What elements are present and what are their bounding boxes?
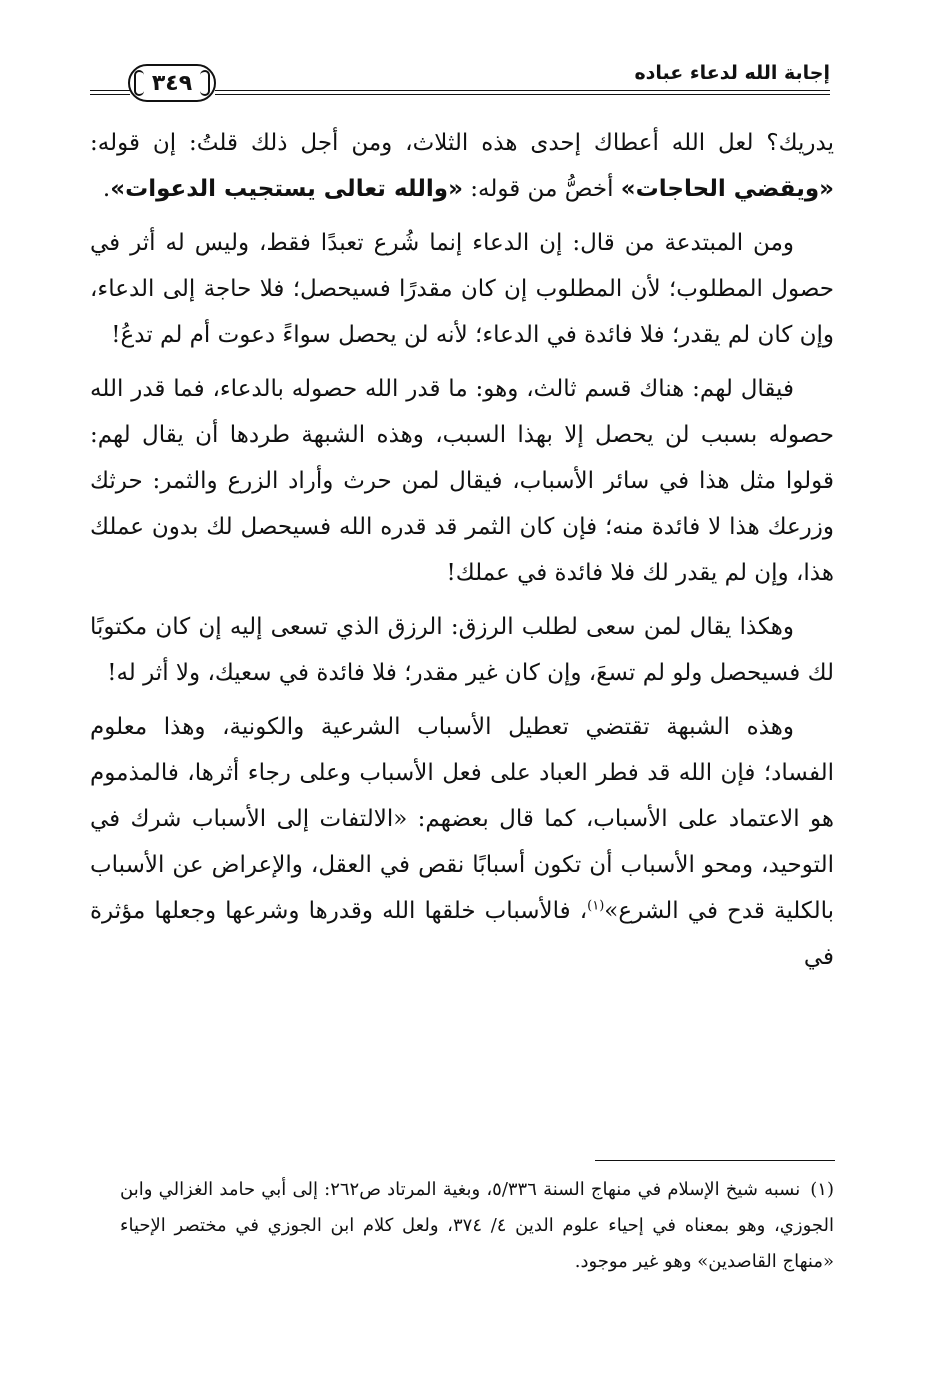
main-text — [90, 120, 834, 988]
paragraph-4: وهكذا يقال لمن سعى لطلب الرزق: الرزق الذي تسعى إليه إن كان مكتوبًا لك فسيحصل ولو لم تسعَ، وإن كان غير مقدر؛ فلا فائدة في سعيك، ولا أثر له! — [90, 614, 834, 686]
footnotes — [120, 1172, 834, 1280]
quote-yaqdi-alhajat: «ويقضي الحاجات» — [620, 176, 834, 202]
paragraph-5-text-a: وهذه الشبهة تقتضي تعطيل الأسباب الشرعية والكونية، وهذا معلوم الفساد؛ فإن الله قد فطر العباد على فعل الأسباب وعلى رجاء أثرها، فالمذموم هو الاعتماد على الأسباب، كما قال بعضهم: «الالتفات إلى الأسباب شرك في التوحيد، ومحو الأسباب أن تكون أسبابًا نقص في العقل، والإعراض عن الأسباب بالكلية قدح في الشرع» — [90, 714, 834, 924]
header-rule-left — [90, 90, 130, 95]
footnote-1-marker: (١) — [810, 1179, 834, 1200]
footnote-1-text: نسبه شيخ الإسلام في منهاج السنة ٥/٣٣٦، وبغية المرتاد ص٢٦٢: إلى أبي حامد الغزالي وابن الجوزي، وهو بمعناه في إحياء علوم الدين ٤/ ٣٧٤، ولعل كلام ابن الجوزي في مختصر الإحياء «منهاج القاصدين» وهو غير موجود. — [120, 1179, 834, 1272]
paragraph-1-text-a: يدريك؟ لعل الله أعطاك إحدى هذه الثلاث، ومن أجل ذلك قلتُ: إن قوله: — [90, 130, 834, 156]
paragraph-1-text-b: أخصُّ من قوله: — [462, 176, 621, 202]
page-number: ٣٤٩ — [151, 70, 193, 96]
paragraph-1-text-c: . — [102, 176, 111, 202]
paragraph-5 — [90, 704, 834, 980]
paragraph-2: ومن المبتدعة من قال: إن الدعاء إنما شُرع تعبدًا فقط، وليس له أثر في حصول المطلوب؛ لأن المطلوب إن كان مقدرًا فسيحصل؛ فلا حاجة إلى الدعاء، وإن كان لم يقدر؛ فلا فائدة في الدعاء؛ لأنه لن يحصل سواءً دعوت أم لم تدعُ! — [90, 230, 834, 348]
paragraph-5-text-b: ، فالأسباب خلقها الله وقدرها وشرعها وجعلها مؤثرة في — [90, 898, 834, 970]
footnote-separator — [595, 1160, 835, 1161]
running-head: إجابة الله لدعاء عباده — [634, 62, 830, 84]
header-rule-right — [215, 90, 830, 95]
paragraph-3: فيقال لهم: هناك قسم ثالث، وهو: ما قدر الله حصوله بالدعاء، فما قدر الله حصوله بسبب لن يحصل إلا بهذا السبب، وهذه الشبهة طردها أن يقال لهم: قولوا مثل هذا في سائر الأسباب، فيقال لمن حرث وأراد الزرع والثمر: حرثك وزرعك هذا لا فائدة منه؛ فإن كان الثمر قد قدره الله فسيحصل لك بدون عملك هذا، وإن لم يقدر لك فلا فائدة في عملك! — [90, 376, 834, 586]
paragraph-1 — [90, 120, 834, 212]
page-number-frame — [128, 64, 216, 102]
quote-yastajib-aldaawat: «والله تعالى يستجيب الدعوات» — [110, 176, 463, 202]
footnote-reference[interactable]: (١) — [587, 898, 605, 914]
